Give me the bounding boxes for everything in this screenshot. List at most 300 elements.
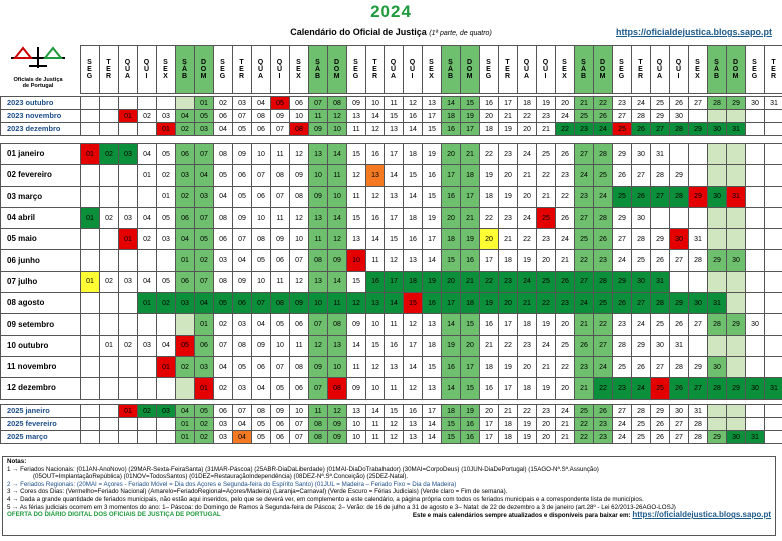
previous-year-months <box>0 96 782 136</box>
day-cell: 07 <box>290 431 309 444</box>
day-cell: 27 <box>689 378 708 399</box>
empty-cell <box>138 186 157 207</box>
day-cell: 29 <box>689 123 708 136</box>
day-cell: 22 <box>575 431 594 444</box>
weekday-header-cell: S E X <box>688 46 707 94</box>
day-cell: 03 <box>119 271 138 292</box>
month-row <box>1 378 782 399</box>
day-cell: 01 <box>176 431 195 444</box>
empty-cell <box>746 186 765 207</box>
day-cell: 07 <box>214 335 233 356</box>
logo-text: Oficiais de Justiça de Portugal <box>13 77 63 89</box>
day-cell: 27 <box>670 431 689 444</box>
day-cell: 03 <box>119 207 138 228</box>
month-label: 04 abril <box>1 207 81 228</box>
empty-cell <box>81 229 100 250</box>
empty-cell <box>157 314 176 335</box>
day-cell: 20 <box>442 207 461 228</box>
day-cell: 10 <box>347 250 366 271</box>
month-row <box>1 314 782 335</box>
day-cell: 16 <box>442 356 461 377</box>
day-cell: 09 <box>347 314 366 335</box>
weekday-header-cell: S Á B <box>707 46 726 94</box>
empty-cell <box>765 271 782 292</box>
footer-link[interactable]: https://oficialdejustica.blogs.sapo.pt <box>632 510 771 520</box>
empty-cell <box>708 144 727 165</box>
day-cell: 13 <box>423 97 442 110</box>
weekday-header-cell: Q U A <box>517 46 536 94</box>
day-cell: 10 <box>328 356 347 377</box>
day-cell: 09 <box>309 356 328 377</box>
day-cell: 21 <box>518 293 537 314</box>
day-cell: 07 <box>195 271 214 292</box>
day-cell: 16 <box>385 335 404 356</box>
day-cell: 07 <box>233 405 252 418</box>
day-cell: 19 <box>518 418 537 431</box>
day-cell: 17 <box>461 356 480 377</box>
blog-link[interactable]: https://oficialdejustica.blogs.sapo.pt <box>615 27 772 37</box>
day-cell: 03 <box>195 123 214 136</box>
day-cell: 20 <box>518 356 537 377</box>
day-cell: 26 <box>594 405 613 418</box>
day-cell: 23 <box>556 165 575 186</box>
day-cell: 16 <box>480 314 499 335</box>
empty-cell <box>765 335 782 356</box>
day-cell: 17 <box>385 144 404 165</box>
day-cell: 22 <box>575 418 594 431</box>
day-cell: 05 <box>271 97 290 110</box>
weekday-header-cell: S Á B <box>574 46 593 94</box>
day-cell: 13 <box>385 356 404 377</box>
day-cell: 25 <box>556 335 575 356</box>
day-cell: 20 <box>518 123 537 136</box>
day-cell: 10 <box>366 378 385 399</box>
day-cell: 05 <box>176 335 195 356</box>
notes-title: Notas: <box>7 458 27 465</box>
day-cell: 31 <box>765 97 782 110</box>
day-cell: 10 <box>290 110 309 123</box>
day-cell: 16 <box>461 250 480 271</box>
month-row <box>1 97 782 110</box>
day-cell: 09 <box>290 293 309 314</box>
day-cell: 27 <box>651 186 670 207</box>
empty-cell <box>727 229 746 250</box>
day-cell: 19 <box>537 314 556 335</box>
day-cell: 15 <box>347 207 366 228</box>
empty-cell <box>81 356 100 377</box>
day-cell: 20 <box>556 97 575 110</box>
day-cell: 01 <box>119 110 138 123</box>
day-cell: 13 <box>309 207 328 228</box>
day-cell: 06 <box>195 335 214 356</box>
empty-cell <box>176 314 195 335</box>
day-cell: 23 <box>613 97 632 110</box>
day-cell: 09 <box>233 207 252 228</box>
day-cell: 25 <box>613 123 632 136</box>
day-cell: 21 <box>537 123 556 136</box>
day-cell: 01 <box>195 314 214 335</box>
day-cell: 23 <box>537 229 556 250</box>
empty-cell <box>765 356 782 377</box>
day-cell: 10 <box>347 418 366 431</box>
day-cell: 05 <box>252 418 271 431</box>
day-cell: 11 <box>366 250 385 271</box>
day-cell: 17 <box>442 165 461 186</box>
empty-cell <box>727 335 746 356</box>
month-row <box>1 123 782 136</box>
day-cell: 14 <box>423 418 442 431</box>
day-cell: 26 <box>556 207 575 228</box>
month-row <box>1 293 782 314</box>
day-cell: 31 <box>689 229 708 250</box>
weekday-header-cell: Q U A <box>384 46 403 94</box>
day-cell: 19 <box>518 431 537 444</box>
day-cell: 31 <box>670 335 689 356</box>
day-cell: 13 <box>347 405 366 418</box>
day-cell: 28 <box>670 356 689 377</box>
empty-cell <box>689 271 708 292</box>
day-cell: 01 <box>157 186 176 207</box>
day-cell: 28 <box>594 207 613 228</box>
day-cell: 04 <box>195 165 214 186</box>
weekday-header-cell: T E R <box>365 46 384 94</box>
day-cell: 24 <box>594 123 613 136</box>
day-cell: 01 <box>138 165 157 186</box>
day-cell: 22 <box>556 123 575 136</box>
day-cell: 12 <box>404 314 423 335</box>
day-cell: 11 <box>385 378 404 399</box>
day-cell: 16 <box>461 418 480 431</box>
day-cell: 27 <box>613 229 632 250</box>
empty-cell <box>727 144 746 165</box>
month-label: 06 junho <box>1 250 81 271</box>
day-cell: 06 <box>290 378 309 399</box>
day-cell: 26 <box>670 314 689 335</box>
day-cell: 05 <box>214 165 233 186</box>
day-cell: 15 <box>423 186 442 207</box>
day-cell: 09 <box>271 110 290 123</box>
footer-download-text: Este e mais calendários sempre atualizados e disponíveis para baixar em: <box>412 512 631 520</box>
day-cell: 11 <box>271 207 290 228</box>
day-cell: 09 <box>347 97 366 110</box>
empty-cell <box>746 335 765 356</box>
day-cell: 24 <box>594 186 613 207</box>
day-cell: 12 <box>366 123 385 136</box>
weekday-header-cell: D O M <box>327 46 346 94</box>
day-cell: 30 <box>651 335 670 356</box>
empty-cell <box>81 165 100 186</box>
day-cell: 04 <box>214 123 233 136</box>
empty-cell <box>100 250 119 271</box>
empty-cell <box>727 356 746 377</box>
empty-cell <box>746 110 765 123</box>
day-cell: 18 <box>518 314 537 335</box>
day-cell: 13 <box>404 250 423 271</box>
day-cell: 18 <box>404 207 423 228</box>
day-cell: 04 <box>176 405 195 418</box>
day-cell: 26 <box>613 293 632 314</box>
day-cell: 11 <box>328 293 347 314</box>
day-cell: 23 <box>575 123 594 136</box>
empty-cell <box>689 335 708 356</box>
day-cell: 22 <box>480 207 499 228</box>
empty-cell <box>81 97 100 110</box>
day-cell: 05 <box>214 293 233 314</box>
day-cell: 21 <box>575 314 594 335</box>
day-cell: 11 <box>271 271 290 292</box>
day-cell: 30 <box>632 207 651 228</box>
empty-cell <box>119 123 138 136</box>
day-cell: 24 <box>556 405 575 418</box>
day-cell: 11 <box>347 356 366 377</box>
day-cell: 12 <box>290 271 309 292</box>
empty-cell <box>765 229 782 250</box>
day-cell: 06 <box>290 97 309 110</box>
month-row <box>1 418 782 431</box>
day-cell: 13 <box>423 314 442 335</box>
day-cell: 16 <box>366 207 385 228</box>
day-cell: 22 <box>575 250 594 271</box>
empty-cell <box>138 378 157 399</box>
weekday-header <box>0 45 782 94</box>
day-cell: 12 <box>309 335 328 356</box>
weekday-header-cell: S Á B <box>441 46 460 94</box>
empty-cell <box>81 250 100 271</box>
empty-cell <box>708 418 727 431</box>
day-cell: 04 <box>138 207 157 228</box>
empty-cell <box>670 144 689 165</box>
empty-cell <box>157 431 176 444</box>
day-cell: 09 <box>271 405 290 418</box>
day-cell: 14 <box>423 431 442 444</box>
weekday-header-cell: T E R <box>99 46 118 94</box>
empty-cell <box>138 356 157 377</box>
day-cell: 19 <box>499 186 518 207</box>
weekday-header-cell: T E R <box>498 46 517 94</box>
empty-cell <box>708 110 727 123</box>
day-cell: 15 <box>404 293 423 314</box>
day-cell: 03 <box>214 418 233 431</box>
empty-cell <box>100 405 119 418</box>
day-cell: 14 <box>404 186 423 207</box>
day-cell: 14 <box>404 123 423 136</box>
day-cell: 13 <box>366 165 385 186</box>
empty-cell <box>689 110 708 123</box>
day-cell: 28 <box>613 335 632 356</box>
calendar-title: Calendário do Oficial de Justiça (1ª parte, de quatro) <box>290 27 492 37</box>
day-cell: 26 <box>670 97 689 110</box>
day-cell: 13 <box>328 335 347 356</box>
day-cell: 17 <box>461 123 480 136</box>
day-cell: 18 <box>499 418 518 431</box>
empty-cell <box>765 314 782 335</box>
day-cell: 26 <box>632 356 651 377</box>
day-cell: 02 <box>119 335 138 356</box>
empty-cell <box>100 431 119 444</box>
day-cell: 30 <box>708 123 727 136</box>
day-cell: 17 <box>480 418 499 431</box>
day-cell: 11 <box>385 97 404 110</box>
day-cell: 27 <box>670 250 689 271</box>
empty-cell <box>157 418 176 431</box>
month-row <box>1 405 782 418</box>
day-cell: 21 <box>518 165 537 186</box>
empty-cell <box>100 293 119 314</box>
day-cell: 11 <box>328 165 347 186</box>
day-cell: 25 <box>575 110 594 123</box>
day-cell: 14 <box>328 207 347 228</box>
day-cell: 31 <box>708 293 727 314</box>
next-year-months <box>0 404 782 444</box>
empty-cell <box>727 110 746 123</box>
day-cell: 04 <box>233 250 252 271</box>
day-cell: 06 <box>176 144 195 165</box>
day-cell: 02 <box>138 110 157 123</box>
day-cell: 01 <box>81 271 100 292</box>
day-cell: 18 <box>480 356 499 377</box>
empty-cell <box>100 97 119 110</box>
note-regional-holidays: 2 → Feriados Regionais: (20MAI = Açores - Feriado Móvel = Dia dos Açores e Segunda-feira do Espírito Santo) (01JUL = Madeira – Feriado Fixo = Dia da Madeira) <box>7 480 457 488</box>
day-cell: 02 <box>100 207 119 228</box>
day-cell: 21 <box>556 418 575 431</box>
day-cell: 09 <box>233 144 252 165</box>
note-day-colors: 3 → Cores dos Dias: (Vermelho=Feriado Nacional) (Amarelo=FeriadoRegional=Açores/Madeira) (Laranja=Carnaval) (Verde Escuro = Férias Judiciais) (Verde claro = Fim de semana). <box>7 488 508 496</box>
day-cell: 31 <box>746 431 765 444</box>
day-cell: 22 <box>594 378 613 399</box>
day-cell: 03 <box>157 229 176 250</box>
day-cell: 17 <box>499 314 518 335</box>
day-cell: 21 <box>537 186 556 207</box>
day-cell: 27 <box>670 418 689 431</box>
day-cell: 15 <box>404 165 423 186</box>
day-cell: 17 <box>480 431 499 444</box>
day-cell: 24 <box>556 229 575 250</box>
note-judicial-vacations: 5 → As férias judiciais ocorrem em 3 momentos do ano: 1– Páscoa: do Domingo de Ramos à Segunda-feira de Páscoa; 2– Verão: de 16 de julho a 31 de agosto e 3– Natal: de 22 de dezembro a 3 de janeiro (art.28º - Lei 62/2013-26AGO-LOSJ) <box>7 503 676 511</box>
day-cell: 07 <box>271 186 290 207</box>
empty-cell <box>138 123 157 136</box>
day-cell: 03 <box>233 314 252 335</box>
day-cell: 23 <box>575 356 594 377</box>
month-label: 09 setembro <box>1 314 81 335</box>
day-cell: 20 <box>480 110 499 123</box>
day-cell: 19 <box>518 250 537 271</box>
day-cell: 23 <box>499 144 518 165</box>
day-cell: 31 <box>651 271 670 292</box>
day-cell: 17 <box>480 250 499 271</box>
day-cell: 14 <box>423 250 442 271</box>
empty-cell <box>119 378 138 399</box>
day-cell: 26 <box>632 186 651 207</box>
day-cell: 14 <box>347 335 366 356</box>
day-cell: 28 <box>708 97 727 110</box>
day-cell: 18 <box>442 110 461 123</box>
day-cell: 17 <box>385 271 404 292</box>
day-cell: 12 <box>328 110 347 123</box>
month-label: 11 novembro <box>1 356 81 377</box>
day-cell: 17 <box>423 229 442 250</box>
day-cell: 14 <box>366 229 385 250</box>
day-cell: 25 <box>575 229 594 250</box>
day-cell: 19 <box>423 271 442 292</box>
day-cell: 18 <box>404 144 423 165</box>
day-cell: 21 <box>499 405 518 418</box>
day-cell: 03 <box>157 110 176 123</box>
day-cell: 30 <box>727 250 746 271</box>
day-cell: 14 <box>442 378 461 399</box>
day-cell: 08 <box>233 335 252 356</box>
day-cell: 10 <box>309 165 328 186</box>
empty-cell <box>100 229 119 250</box>
empty-cell <box>727 165 746 186</box>
empty-cell <box>100 418 119 431</box>
empty-cell <box>689 144 708 165</box>
day-cell: 02 <box>176 356 195 377</box>
day-cell: 29 <box>708 250 727 271</box>
day-cell: 02 <box>157 165 176 186</box>
day-cell: 03 <box>233 378 252 399</box>
empty-cell <box>81 314 100 335</box>
day-cell: 25 <box>537 271 556 292</box>
empty-cell <box>727 293 746 314</box>
day-cell: 18 <box>423 335 442 356</box>
month-row <box>1 229 782 250</box>
empty-cell <box>746 229 765 250</box>
empty-cell <box>746 356 765 377</box>
day-cell: 28 <box>632 229 651 250</box>
day-cell: 30 <box>746 378 765 399</box>
day-cell: 29 <box>689 356 708 377</box>
day-cell: 03 <box>214 250 233 271</box>
day-cell: 27 <box>689 97 708 110</box>
day-cell: 24 <box>632 314 651 335</box>
day-cell: 25 <box>651 314 670 335</box>
day-cell: 14 <box>442 97 461 110</box>
day-cell: 12 <box>366 186 385 207</box>
empty-cell <box>708 229 727 250</box>
day-cell: 14 <box>404 356 423 377</box>
day-cell: 24 <box>575 165 594 186</box>
empty-cell <box>119 356 138 377</box>
day-cell: 25 <box>613 356 632 377</box>
day-cell: 18 <box>461 165 480 186</box>
empty-cell <box>765 250 782 271</box>
day-cell: 23 <box>613 378 632 399</box>
month-row <box>1 165 782 186</box>
day-cell: 27 <box>632 293 651 314</box>
day-cell: 11 <box>271 144 290 165</box>
empty-cell <box>727 271 746 292</box>
month-label: 08 agosto <box>1 293 81 314</box>
day-cell: 21 <box>556 431 575 444</box>
day-cell: 20 <box>480 405 499 418</box>
day-cell: 12 <box>347 165 366 186</box>
day-cell: 28 <box>594 271 613 292</box>
weekday-header-cell: D O M <box>460 46 479 94</box>
day-cell: 06 <box>233 165 252 186</box>
day-cell: 18 <box>442 405 461 418</box>
day-cell: 28 <box>594 144 613 165</box>
day-cell: 07 <box>309 378 328 399</box>
day-cell: 12 <box>404 97 423 110</box>
empty-cell <box>746 123 765 136</box>
empty-cell <box>746 144 765 165</box>
day-cell: 12 <box>328 405 347 418</box>
day-cell: 22 <box>499 335 518 356</box>
month-row <box>1 144 782 165</box>
day-cell: 08 <box>252 229 271 250</box>
day-cell: 06 <box>252 123 271 136</box>
day-cell: 27 <box>632 165 651 186</box>
